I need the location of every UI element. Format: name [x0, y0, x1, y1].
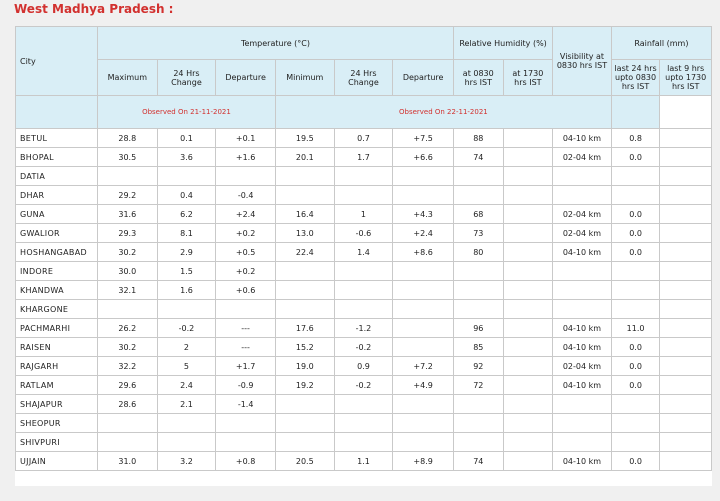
header-max-change: 24 Hrs Change	[157, 60, 216, 96]
cell-vis: 04-10 km	[553, 376, 612, 395]
cell-rh0830	[454, 167, 504, 186]
cell-max-dep: ---	[216, 338, 276, 357]
cell-city: RAJGARH	[16, 357, 98, 376]
cell-rh1730	[503, 243, 553, 262]
cell-rh0830: 68	[454, 205, 504, 224]
cell-min: 15.2	[275, 338, 334, 357]
cell-rh1730	[503, 281, 553, 300]
table-row	[16, 414, 712, 433]
cell-rh1730	[503, 205, 553, 224]
header-minimum: Minimum	[275, 60, 334, 96]
cell-min: 16.4	[275, 205, 334, 224]
cell-rain9	[660, 205, 712, 224]
cell-rain9	[660, 300, 712, 319]
cell-min: 20.5	[275, 452, 334, 471]
cell-min-change	[334, 414, 393, 433]
cell-rh0830: 80	[454, 243, 504, 262]
cell-rh0830	[454, 395, 504, 414]
cell-max-change: 5	[157, 357, 216, 376]
cell-min-change	[334, 281, 393, 300]
cell-rh1730	[503, 186, 553, 205]
table-body	[16, 129, 712, 471]
header-rh-1730: at 1730 hrs IST	[503, 60, 553, 96]
header-min-departure: Departure	[393, 60, 454, 96]
cell-min-change: 1	[334, 205, 393, 224]
cell-rh0830: 85	[454, 338, 504, 357]
header-max-departure: Departure	[216, 60, 276, 96]
cell-min: 19.5	[275, 129, 334, 148]
cell-max: 30.2	[97, 243, 157, 262]
table-row	[16, 243, 712, 262]
cell-max-dep: +1.7	[216, 357, 276, 376]
table-row	[16, 452, 712, 471]
header-rain-24: last 24 hrs upto 0830 hrs IST	[611, 60, 660, 96]
cell-min-change	[334, 186, 393, 205]
cell-vis	[553, 395, 612, 414]
table-row	[16, 376, 712, 395]
cell-max-change: 2.9	[157, 243, 216, 262]
header-visibility: Visibility at 0830 hrs IST	[553, 27, 612, 96]
cell-max-change: 3.2	[157, 452, 216, 471]
observed-min-date: Observed On 22-11-2021	[275, 96, 611, 129]
cell-min-dep	[393, 319, 454, 338]
cell-max: 28.8	[97, 129, 157, 148]
cell-city: RATLAM	[16, 376, 98, 395]
cell-min: 22.4	[275, 243, 334, 262]
cell-rh0830: 96	[454, 319, 504, 338]
cell-rain24: 0.0	[611, 338, 660, 357]
cell-max: 30.5	[97, 148, 157, 167]
cell-city: KHANDWA	[16, 281, 98, 300]
cell-max-change: 6.2	[157, 205, 216, 224]
cell-city: BHOPAL	[16, 148, 98, 167]
table-row	[16, 281, 712, 300]
cell-rh1730	[503, 376, 553, 395]
cell-max-dep: +0.5	[216, 243, 276, 262]
cell-max: 31.6	[97, 205, 157, 224]
cell-max-change: 0.4	[157, 186, 216, 205]
cell-max: 31.0	[97, 452, 157, 471]
table-row	[16, 262, 712, 281]
cell-city: RAISEN	[16, 338, 98, 357]
cell-rh1730	[503, 300, 553, 319]
cell-max-change: 1.5	[157, 262, 216, 281]
cell-max-dep: +1.6	[216, 148, 276, 167]
cell-max-dep: +0.1	[216, 129, 276, 148]
header-temperature: Temperature (°C)	[97, 27, 453, 60]
cell-rh1730	[503, 148, 553, 167]
cell-rain24	[611, 395, 660, 414]
page-bottom-strip	[0, 490, 720, 501]
table-row	[16, 167, 712, 186]
cell-max: 26.2	[97, 319, 157, 338]
cell-min-dep	[393, 395, 454, 414]
table-row	[16, 186, 712, 205]
cell-rh1730	[503, 129, 553, 148]
cell-max: 29.3	[97, 224, 157, 243]
cell-rh0830: 73	[454, 224, 504, 243]
cell-city: INDORE	[16, 262, 98, 281]
cell-rain9	[660, 224, 712, 243]
cell-rain24: 0.0	[611, 205, 660, 224]
cell-min: 17.6	[275, 319, 334, 338]
cell-min	[275, 395, 334, 414]
cell-min-dep	[393, 167, 454, 186]
cell-city: SHAJAPUR	[16, 395, 98, 414]
cell-city: PACHMARHI	[16, 319, 98, 338]
header-city: City	[16, 27, 98, 96]
cell-rain24: 11.0	[611, 319, 660, 338]
cell-min-change: -0.2	[334, 338, 393, 357]
cell-max: 30.2	[97, 338, 157, 357]
header-relative-humidity: Relative Humidity (%)	[454, 27, 553, 60]
cell-max-dep: -1.4	[216, 395, 276, 414]
cell-min: 13.0	[275, 224, 334, 243]
cell-rh1730	[503, 452, 553, 471]
cell-rh0830	[454, 414, 504, 433]
cell-max-change	[157, 414, 216, 433]
cell-max-change: 1.6	[157, 281, 216, 300]
header-rain-9: last 9 hrs upto 1730 hrs IST	[660, 60, 712, 96]
cell-max-dep	[216, 433, 276, 452]
cell-rain24: 0.0	[611, 357, 660, 376]
cell-min-change	[334, 262, 393, 281]
cell-rain9	[660, 433, 712, 452]
cell-vis	[553, 281, 612, 300]
cell-min-dep	[393, 281, 454, 300]
cell-min-change	[334, 300, 393, 319]
cell-max-change: 2.4	[157, 376, 216, 395]
cell-max-change	[157, 433, 216, 452]
cell-min-dep: +4.9	[393, 376, 454, 395]
table-row	[16, 357, 712, 376]
cell-vis: 02-04 km	[553, 224, 612, 243]
cell-rain9	[660, 243, 712, 262]
cell-min-change	[334, 395, 393, 414]
cell-max	[97, 414, 157, 433]
cell-max-change: 2.1	[157, 395, 216, 414]
cell-rain24	[611, 281, 660, 300]
header-observed-spacer	[16, 96, 98, 129]
cell-min-dep: +7.5	[393, 129, 454, 148]
cell-max-change: 8.1	[157, 224, 216, 243]
cell-rh1730	[503, 395, 553, 414]
cell-vis: 02-04 km	[553, 148, 612, 167]
cell-vis	[553, 433, 612, 452]
cell-max-dep: +0.6	[216, 281, 276, 300]
cell-min-dep	[393, 262, 454, 281]
cell-city: GUNA	[16, 205, 98, 224]
cell-city: BETUL	[16, 129, 98, 148]
cell-rain9	[660, 414, 712, 433]
cell-max: 32.1	[97, 281, 157, 300]
header-observed-spacer-rain	[611, 96, 660, 129]
cell-max-dep: -0.4	[216, 186, 276, 205]
cell-max: 29.6	[97, 376, 157, 395]
cell-max-dep: +2.4	[216, 205, 276, 224]
cell-rain9	[660, 262, 712, 281]
cell-city: DHAR	[16, 186, 98, 205]
cell-max-dep: +0.2	[216, 262, 276, 281]
cell-vis: 02-04 km	[553, 205, 612, 224]
weather-table	[15, 26, 712, 471]
cell-rh0830: 88	[454, 129, 504, 148]
cell-min	[275, 186, 334, 205]
cell-rh1730	[503, 167, 553, 186]
cell-city: UJJAIN	[16, 452, 98, 471]
cell-rain9	[660, 148, 712, 167]
cell-rh0830	[454, 433, 504, 452]
cell-max-dep	[216, 300, 276, 319]
cell-min-change: -1.2	[334, 319, 393, 338]
cell-max-change: 3.6	[157, 148, 216, 167]
cell-rh0830	[454, 281, 504, 300]
header-observed-blank	[660, 96, 712, 129]
cell-min: 20.1	[275, 148, 334, 167]
cell-vis: 04-10 km	[553, 319, 612, 338]
cell-min-dep: +8.6	[393, 243, 454, 262]
cell-max-change: -0.2	[157, 319, 216, 338]
cell-rh0830	[454, 262, 504, 281]
cell-max: 30.0	[97, 262, 157, 281]
cell-vis: 04-10 km	[553, 338, 612, 357]
cell-city: SHIVPURI	[16, 433, 98, 452]
cell-min-change: -0.6	[334, 224, 393, 243]
cell-max-dep: -0.9	[216, 376, 276, 395]
cell-rain24	[611, 186, 660, 205]
cell-rain9	[660, 395, 712, 414]
cell-rain24: 0.0	[611, 376, 660, 395]
cell-min: 19.0	[275, 357, 334, 376]
cell-rh0830: 72	[454, 376, 504, 395]
cell-rh1730	[503, 357, 553, 376]
header-rh-0830: at 0830 hrs IST	[454, 60, 504, 96]
cell-city: HOSHANGABAD	[16, 243, 98, 262]
cell-vis	[553, 414, 612, 433]
cell-vis: 04-10 km	[553, 129, 612, 148]
header-rainfall: Rainfall (mm)	[611, 27, 711, 60]
cell-rain9	[660, 186, 712, 205]
cell-max-dep: +0.8	[216, 452, 276, 471]
cell-rain9	[660, 452, 712, 471]
cell-vis: 04-10 km	[553, 243, 612, 262]
cell-city: GWALIOR	[16, 224, 98, 243]
cell-min	[275, 262, 334, 281]
cell-max	[97, 167, 157, 186]
cell-min	[275, 167, 334, 186]
cell-min	[275, 414, 334, 433]
cell-rain24	[611, 167, 660, 186]
cell-max: 29.2	[97, 186, 157, 205]
cell-rain9	[660, 129, 712, 148]
cell-city: KHARGONE	[16, 300, 98, 319]
cell-min-change: -0.2	[334, 376, 393, 395]
cell-rh0830: 74	[454, 452, 504, 471]
cell-max-change: 2	[157, 338, 216, 357]
cell-max	[97, 300, 157, 319]
cell-rain9	[660, 376, 712, 395]
cell-min-dep	[393, 300, 454, 319]
cell-min-dep	[393, 433, 454, 452]
table-row	[16, 319, 712, 338]
cell-min-change	[334, 433, 393, 452]
cell-city: SHEOPUR	[16, 414, 98, 433]
cell-min-dep: +8.9	[393, 452, 454, 471]
cell-vis	[553, 167, 612, 186]
cell-rh1730	[503, 433, 553, 452]
header-maximum: Maximum	[97, 60, 157, 96]
cell-vis	[553, 186, 612, 205]
page-title: West Madhya Pradesh :	[14, 2, 174, 16]
observed-max-date: Observed On 21-11-2021	[97, 96, 275, 129]
cell-max: 28.6	[97, 395, 157, 414]
cell-rain24: 0.8	[611, 129, 660, 148]
table-row	[16, 205, 712, 224]
cell-min-dep	[393, 414, 454, 433]
cell-min-dep	[393, 186, 454, 205]
cell-vis: 02-04 km	[553, 357, 612, 376]
cell-min	[275, 433, 334, 452]
cell-min-dep	[393, 338, 454, 357]
cell-rain24	[611, 262, 660, 281]
cell-min-change	[334, 167, 393, 186]
cell-rh1730	[503, 224, 553, 243]
table-row	[16, 338, 712, 357]
cell-rain9	[660, 357, 712, 376]
cell-rh1730	[503, 262, 553, 281]
cell-vis	[553, 262, 612, 281]
weather-table-container	[15, 26, 712, 486]
cell-rh1730	[503, 338, 553, 357]
table-row	[16, 148, 712, 167]
cell-max-dep: ---	[216, 319, 276, 338]
cell-min-change: 0.7	[334, 129, 393, 148]
table-row	[16, 433, 712, 452]
cell-min	[275, 281, 334, 300]
cell-rain24: 0.0	[611, 224, 660, 243]
cell-rain9	[660, 281, 712, 300]
cell-min	[275, 300, 334, 319]
table-row	[16, 129, 712, 148]
cell-rain24: 0.0	[611, 452, 660, 471]
cell-rain24	[611, 300, 660, 319]
cell-max-dep: +0.2	[216, 224, 276, 243]
cell-vis: 04-10 km	[553, 452, 612, 471]
cell-max-change	[157, 300, 216, 319]
cell-min-change: 1.1	[334, 452, 393, 471]
cell-min-dep: +7.2	[393, 357, 454, 376]
cell-max-change: 0.1	[157, 129, 216, 148]
cell-rain24: 0.0	[611, 243, 660, 262]
cell-rain24	[611, 433, 660, 452]
cell-rh0830: 74	[454, 148, 504, 167]
cell-rain24: 0.0	[611, 148, 660, 167]
cell-max-change	[157, 167, 216, 186]
cell-max: 32.2	[97, 357, 157, 376]
cell-rh1730	[503, 414, 553, 433]
cell-rain24	[611, 414, 660, 433]
header-min-change: 24 Hrs Change	[334, 60, 393, 96]
cell-min-dep: +4.3	[393, 205, 454, 224]
cell-min-dep: +6.6	[393, 148, 454, 167]
cell-rain9	[660, 319, 712, 338]
cell-min-dep: +2.4	[393, 224, 454, 243]
cell-city: DATIA	[16, 167, 98, 186]
cell-min-change: 0.9	[334, 357, 393, 376]
cell-min-change: 1.4	[334, 243, 393, 262]
cell-rh0830	[454, 186, 504, 205]
table-row	[16, 300, 712, 319]
cell-min: 19.2	[275, 376, 334, 395]
cell-max	[97, 433, 157, 452]
cell-min-change: 1.7	[334, 148, 393, 167]
cell-max-dep	[216, 414, 276, 433]
cell-rain9	[660, 338, 712, 357]
cell-vis	[553, 300, 612, 319]
cell-rh0830	[454, 300, 504, 319]
table-row	[16, 224, 712, 243]
cell-rh0830: 92	[454, 357, 504, 376]
cell-max-dep	[216, 167, 276, 186]
cell-rh1730	[503, 319, 553, 338]
cell-rain9	[660, 167, 712, 186]
table-row	[16, 395, 712, 414]
